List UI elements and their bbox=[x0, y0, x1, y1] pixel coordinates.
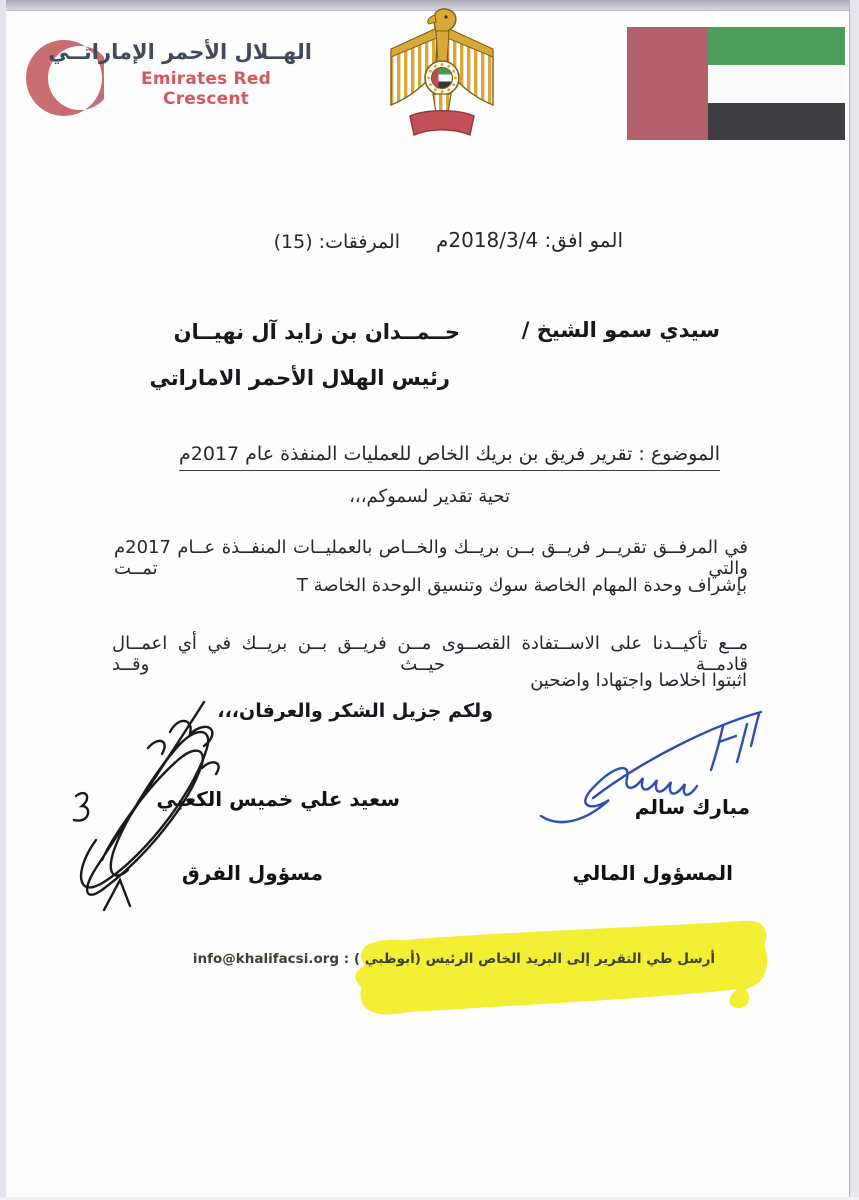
recipient-name: حــمــدان بن زايد آل نهيــان bbox=[173, 320, 460, 344]
flag-green-stripe bbox=[708, 27, 845, 65]
scan-edge-right bbox=[849, 0, 859, 1200]
uae-flag bbox=[627, 27, 845, 140]
handwritten-signature-blue bbox=[533, 698, 773, 840]
org-name-arabic: الهــلال الأحمر الإماراتــي bbox=[48, 40, 312, 64]
signer-title-financial: المسؤول المالي bbox=[572, 861, 733, 885]
recipient-title: رئيس الهلال الأحمر الاماراتي bbox=[149, 366, 450, 390]
scan-edge-left bbox=[0, 0, 6, 1200]
highlighter-stroke bbox=[192, 917, 774, 1024]
signer-title-teams: مسؤول الفرق bbox=[181, 861, 323, 885]
body-paragraph-2-line-1: مــع تأكيــدنا على الاســتفادة القصــوى مــن فريــق بــن بريــك في أي اعمــال قادمــة حيــث وقــد bbox=[112, 633, 748, 675]
body-paragraph-2-line-2: اثبتوا اخلاصا واجتهادا واضحين bbox=[530, 670, 747, 691]
uae-emblem-icon bbox=[383, 5, 501, 137]
signer-name-financial: مبارك سالم bbox=[634, 795, 750, 819]
subject-text: الموضوع : تقرير فريق بن بريك الخاص للعمليات المنفذة عام 2017م bbox=[179, 443, 720, 471]
subject-line bbox=[179, 443, 720, 471]
forward-note: أرسل طي التقرير إلى البريد الخاص الرئيس (أبوظبي ) : info@khalifacsi.org bbox=[192, 951, 715, 967]
body-paragraph-1-line-2: بإشراف وحدة المهام الخاصة سوك وتنسيق الوحدة الخاصة T bbox=[296, 575, 747, 596]
flag-white-stripe bbox=[708, 65, 845, 103]
signer-name-teams: سعيد علي خميس الكعبي bbox=[156, 787, 400, 811]
closing-line: ولكم جزيل الشكر والعرفان،،، bbox=[217, 700, 493, 722]
greeting-line: تحية تقدير لسموكم،،، bbox=[349, 486, 510, 507]
org-name-english: Emirates Red Crescent bbox=[141, 69, 271, 109]
flag-red-stripe bbox=[627, 27, 708, 140]
body-paragraph-1-line-1: في المرفــق تقريــر فريــق بــن بريــك والخــاص بالعمليــات المنفــذة عــام 2017م والتي تمــت bbox=[114, 537, 748, 579]
attachments-count: المرفقات: (15) bbox=[273, 231, 400, 253]
handwritten-signature-black bbox=[52, 688, 277, 938]
flag-black-stripe bbox=[708, 103, 845, 140]
recipient-salutation: سيدي سمو الشيخ / bbox=[521, 318, 720, 342]
letter-date: المو افق: 2018/3/4م bbox=[435, 228, 623, 252]
